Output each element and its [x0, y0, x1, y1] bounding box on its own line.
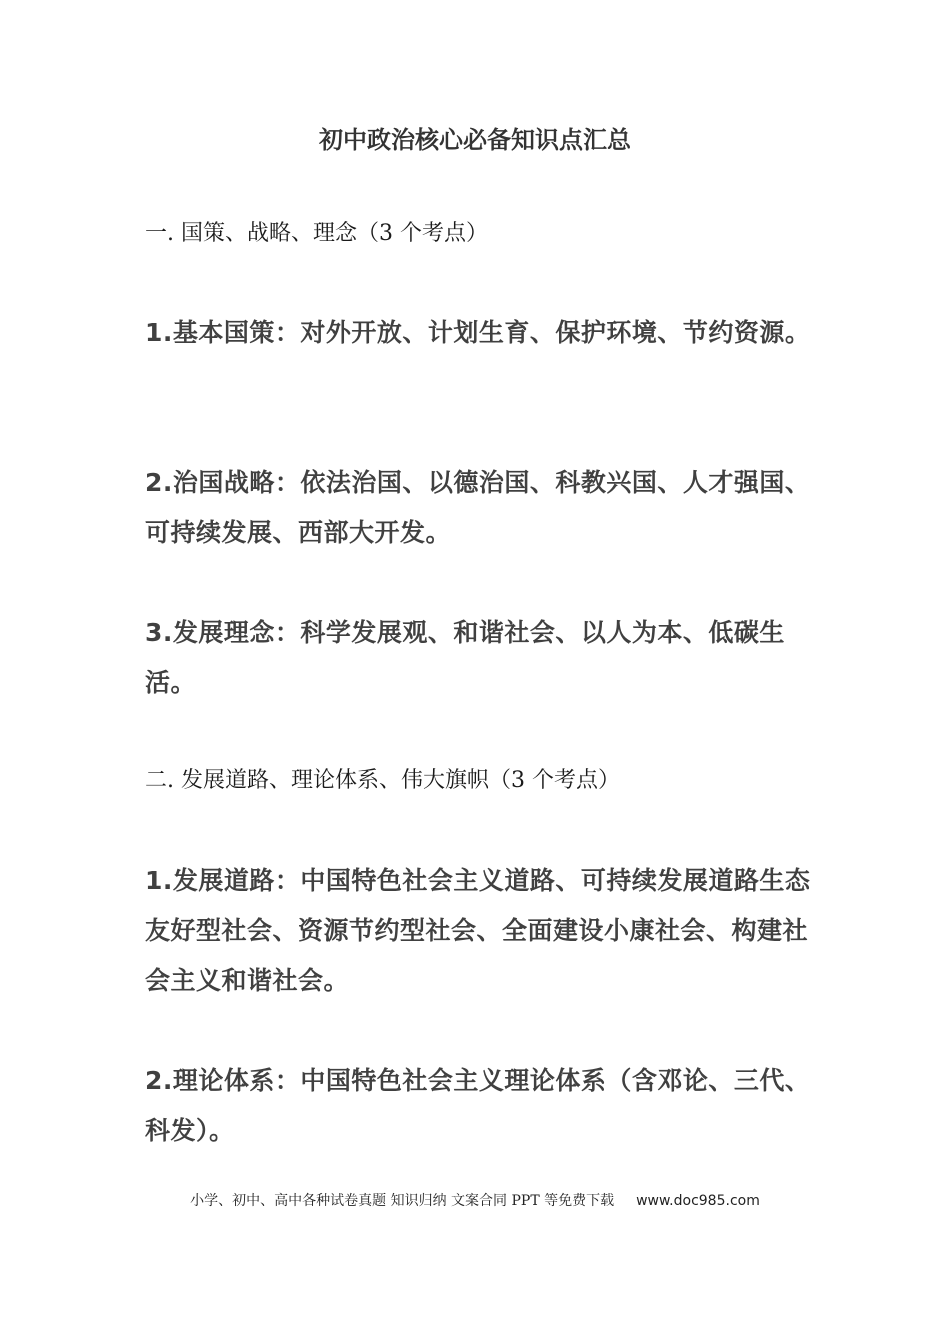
section-2-item-1: 1.发展道路：中国特色社会主义道路、可持续发展道路生态友好型社会、资源节约型社会、全面建设小康社会、构建社会主义和谐社会。	[145, 866, 811, 995]
section-1-item-3: 3.发展理念：科学发展观、和谐社会、以人为本、低碳生活。	[145, 618, 785, 697]
footer-url: www.doc985.com	[636, 1193, 760, 1209]
section-2-item-2: 2.理论体系：中国特色社会主义理论体系（含邓论、三代、科发）。	[145, 1066, 811, 1145]
document-title: 初中政治核心必备知识点汇总	[319, 126, 631, 154]
section-heading-2: 二. 发展道路、理论体系、伟大旗帜（3 个考点）	[145, 768, 620, 793]
section-heading-1: 一. 国策、战略、理念（3 个考点）	[145, 221, 488, 246]
section-1-item-1: 1.基本国策：对外开放、计划生育、保护环境、节约资源。	[145, 318, 811, 347]
page-footer	[0, 1190, 950, 1212]
section-1-item-2: 2.治国战略：依法治国、以德治国、科教兴国、人才强国、可持续发展、西部大开发。	[145, 468, 811, 547]
footer-text: 小学、初中、高中各种试卷真题 知识归纳 文案合同 PPT 等免费下载	[190, 1193, 615, 1209]
